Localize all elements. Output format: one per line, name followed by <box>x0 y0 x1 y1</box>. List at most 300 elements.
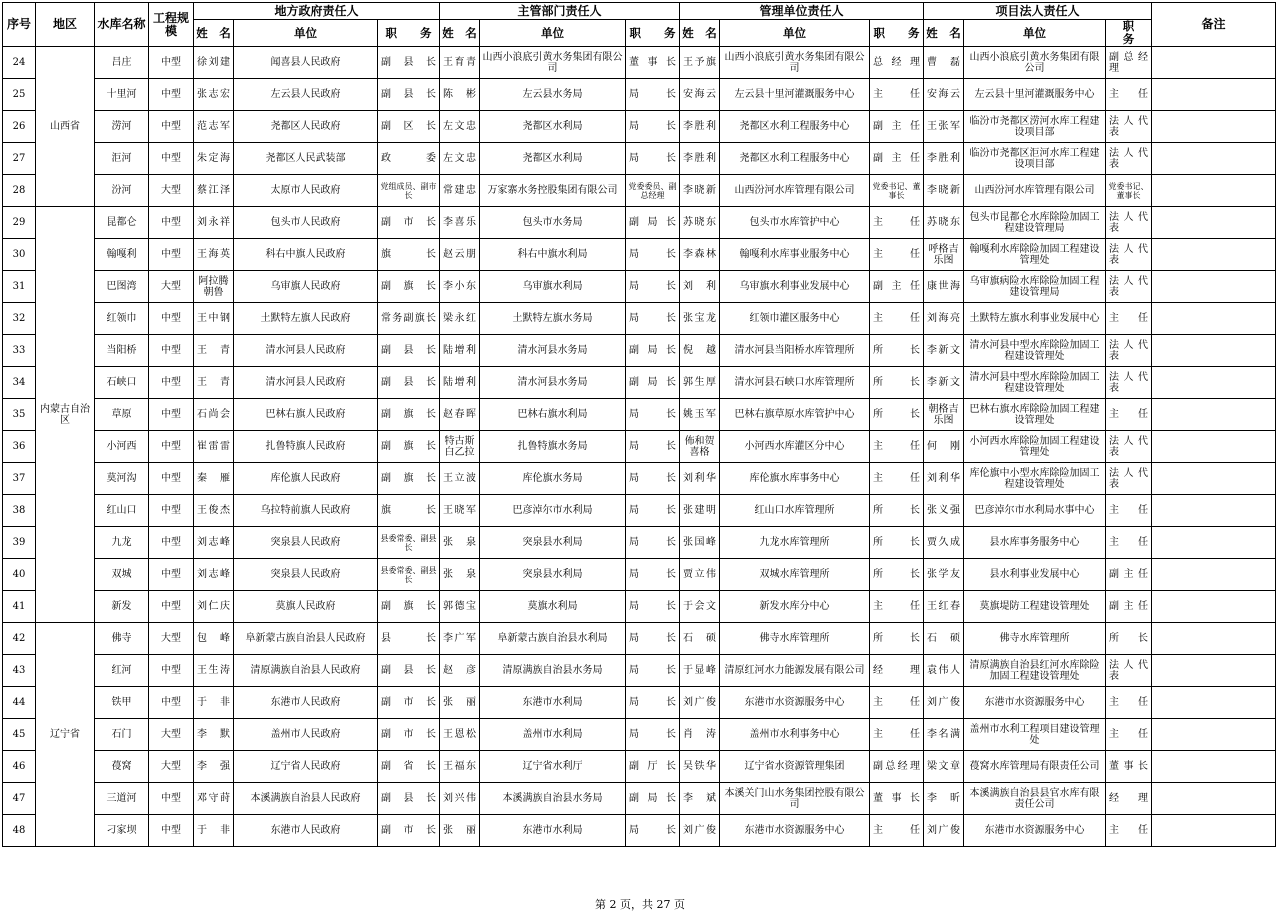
cell-unit: 东港市人民政府 <box>234 687 378 719</box>
cell-unit: 库伦旗中小型水库除险加固工程建设管理处 <box>964 463 1106 495</box>
cell-unit: 阜新蒙古族自治县人民政府 <box>234 623 378 655</box>
cell-title: 法人代表 <box>1106 655 1152 687</box>
cell-unit: 县水库事务服务中心 <box>964 527 1106 559</box>
cell-unit: 盖州市水利事务中心 <box>720 719 870 751</box>
cell-title: 副局长 <box>626 207 680 239</box>
cell-person-name: 何 刚 <box>924 431 964 463</box>
cell-person-name: 陆增利 <box>440 367 480 399</box>
cell-title: 主任 <box>1106 495 1152 527</box>
cell-reservoir: 小河西 <box>95 431 149 463</box>
cell-unit: 巴林右旗水利局 <box>480 399 626 431</box>
cell-unit: 东港市水资源服务中心 <box>720 687 870 719</box>
cell-person-name: 秦 雁 <box>194 463 234 495</box>
cell-person-name: 朱定海 <box>194 143 234 175</box>
cell-person-name: 李 默 <box>194 719 234 751</box>
cell-scale: 大型 <box>149 271 194 303</box>
cell-person-name: 刘利华 <box>924 463 964 495</box>
cell-unit: 包头市水务局 <box>480 207 626 239</box>
cell-reservoir: 佛寺 <box>95 623 149 655</box>
cell-title: 局长 <box>626 143 680 175</box>
cell-person-name: 王立波 <box>440 463 480 495</box>
cell-unit: 左云县十里河灌溉服务中心 <box>964 79 1106 111</box>
table-row <box>3 719 1276 751</box>
cell-title: 副主任 <box>870 271 924 303</box>
cell-person-name: 李新文 <box>924 335 964 367</box>
subheader-unit: 单位 <box>720 20 870 47</box>
cell-unit: 突泉县人民政府 <box>234 559 378 591</box>
cell-unit: 清水河县当阳桥水库管理所 <box>720 335 870 367</box>
table-row <box>3 47 1276 79</box>
cell-person-name: 李 昕 <box>924 783 964 815</box>
cell-seq: 32 <box>3 303 36 335</box>
cell-remark <box>1152 143 1276 175</box>
cell-person-name: 王晓军 <box>440 495 480 527</box>
cell-unit: 本溪满族自治县水务局 <box>480 783 626 815</box>
cell-unit: 盖州市水利工程项目建设管理处 <box>964 719 1106 751</box>
page-footer: 第 2 页，共 27 页 <box>595 898 685 911</box>
cell-reservoir: 吕庄 <box>95 47 149 79</box>
table-row <box>3 751 1276 783</box>
cell-title: 局长 <box>626 527 680 559</box>
cell-person-name: 刘志峰 <box>194 527 234 559</box>
cell-person-name: 倪 越 <box>680 335 720 367</box>
cell-person-name: 陈 彬 <box>440 79 480 111</box>
cell-person-name: 刘 利 <box>680 271 720 303</box>
table-row <box>3 335 1276 367</box>
cell-scale: 中型 <box>149 783 194 815</box>
cell-person-name: 李喜乐 <box>440 207 480 239</box>
cell-remark <box>1152 79 1276 111</box>
cell-unit: 莫旗堤防工程建设管理处 <box>964 591 1106 623</box>
cell-title: 所长 <box>1106 623 1152 655</box>
cell-unit: 土默特左旗人民政府 <box>234 303 378 335</box>
cell-title: 副旗长 <box>378 463 440 495</box>
cell-scale: 大型 <box>149 719 194 751</box>
cell-person-name: 张 泉 <box>440 559 480 591</box>
cell-title: 副旗长 <box>378 431 440 463</box>
cell-unit: 尧都区水利局 <box>480 143 626 175</box>
cell-seq: 46 <box>3 751 36 783</box>
cell-person-name: 张义强 <box>924 495 964 527</box>
cell-remark <box>1152 335 1276 367</box>
cell-person-name: 左文忠 <box>440 111 480 143</box>
cell-person-name: 郭德宝 <box>440 591 480 623</box>
cell-person-name: 石 硕 <box>680 623 720 655</box>
cell-title: 副县长 <box>378 47 440 79</box>
cell-person-name: 常建忠 <box>440 175 480 207</box>
cell-scale: 中型 <box>149 79 194 111</box>
table-row <box>3 559 1276 591</box>
cell-title: 副市长 <box>378 815 440 847</box>
cell-seq: 25 <box>3 79 36 111</box>
cell-title: 局长 <box>626 559 680 591</box>
cell-unit: 包头市人民政府 <box>234 207 378 239</box>
cell-unit: 临汾市尧都区涝河水库工程建设项目部 <box>964 111 1106 143</box>
cell-person-name: 刘仁庆 <box>194 591 234 623</box>
cell-unit: 佛寺水库管理所 <box>720 623 870 655</box>
table-row <box>3 687 1276 719</box>
cell-title: 副市长 <box>378 719 440 751</box>
cell-unit: 莫旗水利局 <box>480 591 626 623</box>
cell-unit: 新发水库分中心 <box>720 591 870 623</box>
table-row <box>3 111 1276 143</box>
cell-title: 党组成员、副市长 <box>378 175 440 207</box>
cell-unit: 包头市水库管护中心 <box>720 207 870 239</box>
cell-person-name: 石 硕 <box>924 623 964 655</box>
cell-title: 法人代表 <box>1106 207 1152 239</box>
cell-unit: 清水河县中型水库除险加固工程建设管理处 <box>964 335 1106 367</box>
table-row <box>3 655 1276 687</box>
cell-seq: 28 <box>3 175 36 207</box>
cell-person-name: 李晓新 <box>924 175 964 207</box>
cell-title: 党委委员、副总经理 <box>626 175 680 207</box>
cell-reservoir: 昆都仑 <box>95 207 149 239</box>
cell-unit: 左云县十里河灌溉服务中心 <box>720 79 870 111</box>
cell-title: 副主任 <box>1106 559 1152 591</box>
cell-scale: 中型 <box>149 111 194 143</box>
cell-title: 所长 <box>870 495 924 527</box>
cell-person-name: 安海云 <box>924 79 964 111</box>
table-row <box>3 431 1276 463</box>
cell-seq: 45 <box>3 719 36 751</box>
cell-remark <box>1152 719 1276 751</box>
cell-unit: 巴林右旗水库除险加固工程建设管理处 <box>964 399 1106 431</box>
cell-scale: 中型 <box>149 463 194 495</box>
cell-unit: 左云县水务局 <box>480 79 626 111</box>
cell-seq: 27 <box>3 143 36 175</box>
subheader-title: 职 务 <box>870 20 924 47</box>
cell-remark <box>1152 623 1276 655</box>
cell-seq: 30 <box>3 239 36 271</box>
cell-scale: 中型 <box>149 207 194 239</box>
cell-unit: 临汾市尧都区洰河水库工程建设项目部 <box>964 143 1106 175</box>
cell-seq: 37 <box>3 463 36 495</box>
cell-title: 副县长 <box>378 335 440 367</box>
cell-person-name: 范志军 <box>194 111 234 143</box>
subheader-unit: 单位 <box>234 20 378 47</box>
cell-person-name: 朝格吉乐图 <box>924 399 964 431</box>
cell-scale: 中型 <box>149 47 194 79</box>
cell-remark <box>1152 207 1276 239</box>
cell-person-name: 吴铁华 <box>680 751 720 783</box>
cell-unit: 库伦旗水库事务中心 <box>720 463 870 495</box>
cell-reservoir: 新发 <box>95 591 149 623</box>
cell-remark <box>1152 271 1276 303</box>
cell-unit: 清原满族自治县红河水库除险加固工程建设管理处 <box>964 655 1106 687</box>
cell-person-name: 安海云 <box>680 79 720 111</box>
cell-title: 主任 <box>870 815 924 847</box>
cell-person-name: 左文忠 <box>440 143 480 175</box>
table-row <box>3 495 1276 527</box>
cell-title: 主任 <box>870 431 924 463</box>
cell-reservoir: 涝河 <box>95 111 149 143</box>
cell-scale: 大型 <box>149 175 194 207</box>
cell-unit: 清原满族自治县人民政府 <box>234 655 378 687</box>
cell-title: 副县长 <box>378 367 440 399</box>
cell-unit: 红领巾灌区服务中心 <box>720 303 870 335</box>
cell-remark <box>1152 527 1276 559</box>
cell-title: 主任 <box>870 207 924 239</box>
cell-person-name: 刘广俊 <box>924 687 964 719</box>
cell-person-name: 王生涛 <box>194 655 234 687</box>
subheader-name: 姓 名 <box>680 20 720 47</box>
cell-seq: 31 <box>3 271 36 303</box>
cell-title: 局长 <box>626 271 680 303</box>
cell-title: 副总经理 <box>1106 47 1152 79</box>
cell-person-name: 李晓新 <box>680 175 720 207</box>
cell-remark <box>1152 431 1276 463</box>
cell-title: 旗长 <box>378 239 440 271</box>
cell-unit: 乌审旗水利局 <box>480 271 626 303</box>
cell-person-name: 郭生厚 <box>680 367 720 399</box>
cell-remark <box>1152 783 1276 815</box>
cell-person-name: 李森林 <box>680 239 720 271</box>
cell-reservoir: 石峡口 <box>95 367 149 399</box>
cell-seq: 34 <box>3 367 36 399</box>
subheader-title: 职 务 <box>626 20 680 47</box>
cell-reservoir: 巴图湾 <box>95 271 149 303</box>
cell-person-name: 李胜利 <box>680 111 720 143</box>
cell-title: 董事长 <box>870 783 924 815</box>
cell-person-name: 张 泉 <box>440 527 480 559</box>
cell-unit: 阜新蒙古族自治县水利局 <box>480 623 626 655</box>
cell-person-name: 王予旗 <box>680 47 720 79</box>
cell-title: 所长 <box>870 335 924 367</box>
cell-seq: 43 <box>3 655 36 687</box>
cell-title: 主任 <box>1106 79 1152 111</box>
cell-scale: 中型 <box>149 527 194 559</box>
cell-unit: 库伦旗水务局 <box>480 463 626 495</box>
cell-region: 辽宁省 <box>36 623 95 847</box>
cell-person-name: 王恩松 <box>440 719 480 751</box>
cell-unit: 科右中旗人民政府 <box>234 239 378 271</box>
cell-title: 总经理 <box>870 47 924 79</box>
cell-unit: 清水河县人民政府 <box>234 367 378 399</box>
cell-scale: 中型 <box>149 303 194 335</box>
cell-title: 局长 <box>626 399 680 431</box>
cell-reservoir: 草原 <box>95 399 149 431</box>
cell-unit: 尧都区人民政府 <box>234 111 378 143</box>
table-row <box>3 463 1276 495</box>
cell-unit: 小河西水库灌区分中心 <box>720 431 870 463</box>
cell-person-name: 徐刘建 <box>194 47 234 79</box>
cell-person-name: 苏晓东 <box>924 207 964 239</box>
cell-person-name: 苏晓东 <box>680 207 720 239</box>
cell-person-name: 刘广俊 <box>680 815 720 847</box>
cell-unit: 乌审旗人民政府 <box>234 271 378 303</box>
header-scale: 工程规模 <box>149 3 194 47</box>
cell-title: 主任 <box>870 79 924 111</box>
cell-unit: 辽宁省人民政府 <box>234 751 378 783</box>
cell-title: 常务副旗长 <box>378 303 440 335</box>
cell-person-name: 张 丽 <box>440 687 480 719</box>
table-row <box>3 79 1276 111</box>
cell-unit: 东港市水利局 <box>480 687 626 719</box>
cell-unit: 东港市人民政府 <box>234 815 378 847</box>
cell-unit: 清原满族自治县水务局 <box>480 655 626 687</box>
cell-scale: 中型 <box>149 815 194 847</box>
cell-title: 副主任 <box>1106 591 1152 623</box>
cell-person-name: 陆增利 <box>440 335 480 367</box>
cell-unit: 突泉县水利局 <box>480 559 626 591</box>
cell-title: 局长 <box>626 591 680 623</box>
cell-reservoir: 十里河 <box>95 79 149 111</box>
cell-remark <box>1152 239 1276 271</box>
cell-person-name: 王育青 <box>440 47 480 79</box>
cell-unit: 本溪满族自治县县官水库有限责任公司 <box>964 783 1106 815</box>
cell-person-name: 赵云朋 <box>440 239 480 271</box>
cell-title: 主任 <box>1106 399 1152 431</box>
cell-reservoir: 汾河 <box>95 175 149 207</box>
cell-reservoir: 三道河 <box>95 783 149 815</box>
cell-title: 法人代表 <box>1106 431 1152 463</box>
cell-title: 副局长 <box>626 335 680 367</box>
cell-seq: 47 <box>3 783 36 815</box>
cell-seq: 36 <box>3 431 36 463</box>
cell-unit: 本溪满族自治县人民政府 <box>234 783 378 815</box>
cell-person-name: 于 非 <box>194 687 234 719</box>
cell-unit: 包头市昆都仑水库除险加固工程建设管理局 <box>964 207 1106 239</box>
cell-scale: 中型 <box>149 431 194 463</box>
cell-title: 副旗长 <box>378 271 440 303</box>
cell-reservoir: 洰河 <box>95 143 149 175</box>
cell-person-name: 曹 磊 <box>924 47 964 79</box>
cell-person-name: 蔡江泽 <box>194 175 234 207</box>
header-group-management: 管理单位责任人 <box>680 3 924 20</box>
cell-person-name: 张 丽 <box>440 815 480 847</box>
cell-person-name: 姚玉军 <box>680 399 720 431</box>
cell-person-name: 呼格吉乐图 <box>924 239 964 271</box>
cell-unit: 辽宁省水资源管理集团 <box>720 751 870 783</box>
cell-reservoir: 当阳桥 <box>95 335 149 367</box>
cell-title: 主任 <box>1106 815 1152 847</box>
cell-title: 县长 <box>378 623 440 655</box>
cell-person-name: 刘利华 <box>680 463 720 495</box>
cell-remark <box>1152 399 1276 431</box>
cell-unit: 东港市水资源服务中心 <box>720 815 870 847</box>
cell-unit: 左云县人民政府 <box>234 79 378 111</box>
cell-person-name: 赵 彦 <box>440 655 480 687</box>
cell-unit: 清原红河水力能源发展有限公司 <box>720 655 870 687</box>
subheader-unit: 单位 <box>964 20 1106 47</box>
cell-reservoir: 刁家坝 <box>95 815 149 847</box>
cell-title: 副厅长 <box>626 751 680 783</box>
cell-seq: 48 <box>3 815 36 847</box>
cell-person-name: 王 青 <box>194 367 234 399</box>
cell-seq: 41 <box>3 591 36 623</box>
cell-unit: 乌审旗水利事业发展中心 <box>720 271 870 303</box>
cell-person-name: 王福东 <box>440 751 480 783</box>
cell-remark <box>1152 47 1276 79</box>
cell-title: 副总经理 <box>870 751 924 783</box>
cell-unit: 本溪关门山水务集团控股有限公司 <box>720 783 870 815</box>
cell-title: 所长 <box>870 623 924 655</box>
header-group-department: 主管部门责任人 <box>440 3 680 20</box>
cell-unit: 清水河县石峡口水库管理所 <box>720 367 870 399</box>
cell-reservoir: 红山口 <box>95 495 149 527</box>
cell-title: 法人代表 <box>1106 367 1152 399</box>
cell-unit: 科右中旗水利局 <box>480 239 626 271</box>
cell-scale: 中型 <box>149 239 194 271</box>
cell-region: 内蒙古自治区 <box>36 207 95 623</box>
cell-unit: 尧都区水利工程服务中心 <box>720 111 870 143</box>
cell-unit: 巴彦淖尔市水利局水事中心 <box>964 495 1106 527</box>
cell-title: 主任 <box>1106 687 1152 719</box>
table-body <box>3 47 1276 847</box>
cell-person-name: 袁伟人 <box>924 655 964 687</box>
cell-title: 法人代表 <box>1106 111 1152 143</box>
cell-unit: 县水利事业发展中心 <box>964 559 1106 591</box>
cell-person-name: 李名满 <box>924 719 964 751</box>
cell-unit: 清水河县中型水库除险加固工程建设管理处 <box>964 367 1106 399</box>
reservoir-responsibility-table <box>2 2 1276 847</box>
cell-title: 法人代表 <box>1106 271 1152 303</box>
cell-remark <box>1152 175 1276 207</box>
cell-unit: 土默特左旗水利事业发展中心 <box>964 303 1106 335</box>
cell-title: 局长 <box>626 239 680 271</box>
cell-person-name: 肖 涛 <box>680 719 720 751</box>
cell-title: 副局长 <box>626 367 680 399</box>
cell-remark <box>1152 303 1276 335</box>
cell-title: 党委书记、董事长 <box>1106 175 1152 207</box>
cell-title: 所长 <box>870 559 924 591</box>
cell-person-name: 王 青 <box>194 335 234 367</box>
table-row <box>3 591 1276 623</box>
cell-title: 副市长 <box>378 207 440 239</box>
cell-scale: 中型 <box>149 143 194 175</box>
cell-person-name: 于 非 <box>194 815 234 847</box>
cell-person-name: 贾立伟 <box>680 559 720 591</box>
cell-title: 旗长 <box>378 495 440 527</box>
cell-title: 副市长 <box>378 687 440 719</box>
header-reservoir: 水库名称 <box>95 3 149 47</box>
cell-unit: 翰嘎利水库除险加固工程建设管理处 <box>964 239 1106 271</box>
cell-seq: 35 <box>3 399 36 431</box>
cell-title: 局长 <box>626 495 680 527</box>
cell-title: 局长 <box>626 719 680 751</box>
cell-title: 主任 <box>870 591 924 623</box>
cell-person-name: 康世海 <box>924 271 964 303</box>
header-seq: 序号 <box>3 3 36 47</box>
cell-person-name: 张国峰 <box>680 527 720 559</box>
cell-scale: 中型 <box>149 367 194 399</box>
cell-unit: 扎鲁特旗人民政府 <box>234 431 378 463</box>
cell-remark <box>1152 559 1276 591</box>
cell-person-name: 梁文章 <box>924 751 964 783</box>
cell-person-name: 石尚会 <box>194 399 234 431</box>
cell-title: 县委常委、副县长 <box>378 559 440 591</box>
cell-unit: 山西小浪底引黄水务集团有限公司 <box>720 47 870 79</box>
table-row <box>3 783 1276 815</box>
cell-unit: 盖州市人民政府 <box>234 719 378 751</box>
cell-person-name: 李胜利 <box>924 143 964 175</box>
cell-person-name: 贾久成 <box>924 527 964 559</box>
cell-title: 主任 <box>870 303 924 335</box>
cell-title: 所长 <box>870 367 924 399</box>
cell-unit: 乌拉特前旗人民政府 <box>234 495 378 527</box>
cell-unit: 莫旗人民政府 <box>234 591 378 623</box>
cell-unit: 清水河县水务局 <box>480 335 626 367</box>
cell-person-name: 张建明 <box>680 495 720 527</box>
cell-person-name: 张宝龙 <box>680 303 720 335</box>
table-row <box>3 303 1276 335</box>
cell-unit: 九龙水库管理所 <box>720 527 870 559</box>
cell-unit: 太原市人民政府 <box>234 175 378 207</box>
cell-seq: 39 <box>3 527 36 559</box>
cell-person-name: 刘广俊 <box>924 815 964 847</box>
cell-unit: 巴林右旗人民政府 <box>234 399 378 431</box>
cell-title: 副县长 <box>378 655 440 687</box>
